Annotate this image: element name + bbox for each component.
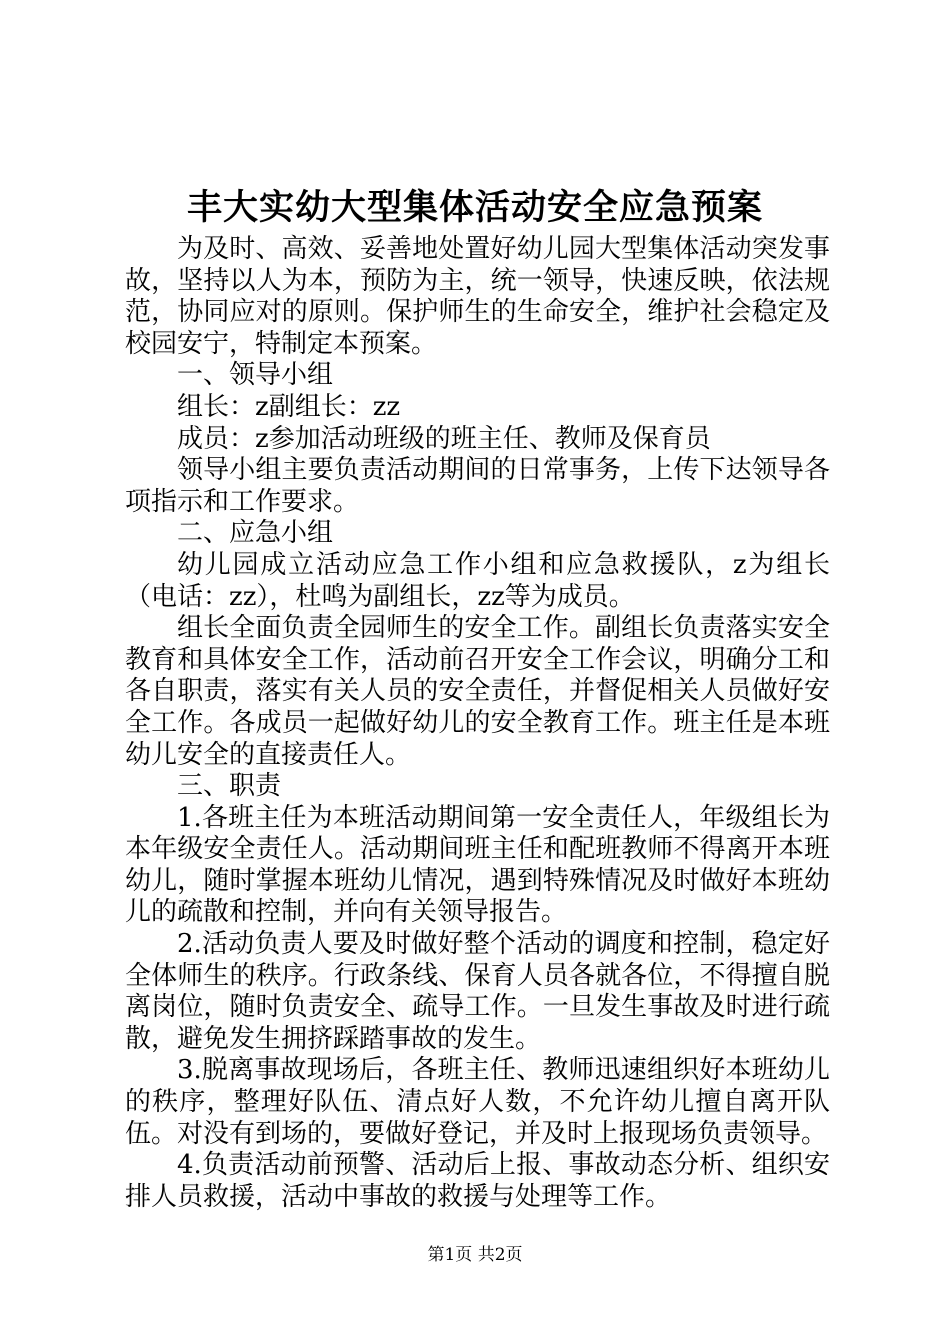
document-body	[125, 234, 830, 1213]
duty-item-4: 4.负责活动前预警、活动后上报、事故动态分析、组织安排人员救援，活动中事故的救援与处理等工作。	[125, 1150, 830, 1212]
intro-paragraph: 为及时、高效、妥善地处置好幼儿园大型集体活动突发事故，坚持以人为本，预防为主，统一领导，快速反映，依法规范，协同应对的原则。保护师生的生命安全，维护社会稳定及校园安宁，特制定本预案。	[125, 234, 830, 359]
section-heading-duties: 三、职责	[177, 771, 282, 802]
members-line: 成员：z参加活动班级的班主任、教师及保育员	[177, 423, 711, 454]
document-title: 丰大实幼大型集体活动安全应急预案	[186, 187, 763, 228]
emergency-team-paragraph: 幼儿园成立活动应急工作小组和应急救援队，z为组长（电话：zz），杜鸣为副组长，zz等为成员。	[125, 549, 830, 612]
section-heading-emergency: 二、应急小组	[177, 518, 334, 549]
leadership-duty-paragraph: 领导小组主要负责活动期间的日常事务，上传下达领导各项指示和工作要求。	[125, 455, 830, 517]
section-heading-leadership: 一、领导小组	[177, 360, 334, 391]
duty-item-3: 3.脱离事故现场后，各班主任、教师迅速组织好本班幼儿的秩序，整理好队伍、清点好人数，不允许幼儿擅自离开队伍。对没有到场的，要做好登记，并及时上报现场负责领导。	[125, 1055, 830, 1149]
page-footer: 第1页 共2页	[427, 1245, 523, 1265]
duty-item-1: 1.各班主任为本班活动期间第一安全责任人，年级组长为本年级安全责任人。活动期间班主任和配班教师不得离开本班幼儿，随时掌握本班幼儿情况，遇到特殊情况及时做好本班幼儿的疏散和控制，并向有关领导报告。	[125, 802, 830, 928]
emergency-duty-paragraph: 组长全面负责全园师生的安全工作。副组长负责落实安全教育和具体安全工作，活动前召开安全工作会议，明确分工和各自职责，落实有关人员的安全责任，并督促相关人员做好安全工作。各成员一起做好幼儿的安全教育工作。班主任是本班幼儿安全的直接责任人。	[125, 613, 830, 770]
duty-item-2: 2.活动负责人要及时做好整个活动的调度和控制，稳定好全体师生的秩序。行政条线、保育人员各就各位，不得擅自脱离岗位，随时负责安全、疏导工作。一旦发生事故及时进行疏散，避免发生拥挤踩踏事故的发生。	[125, 929, 830, 1054]
leader-line: 组长：z副组长：zz	[177, 391, 401, 422]
